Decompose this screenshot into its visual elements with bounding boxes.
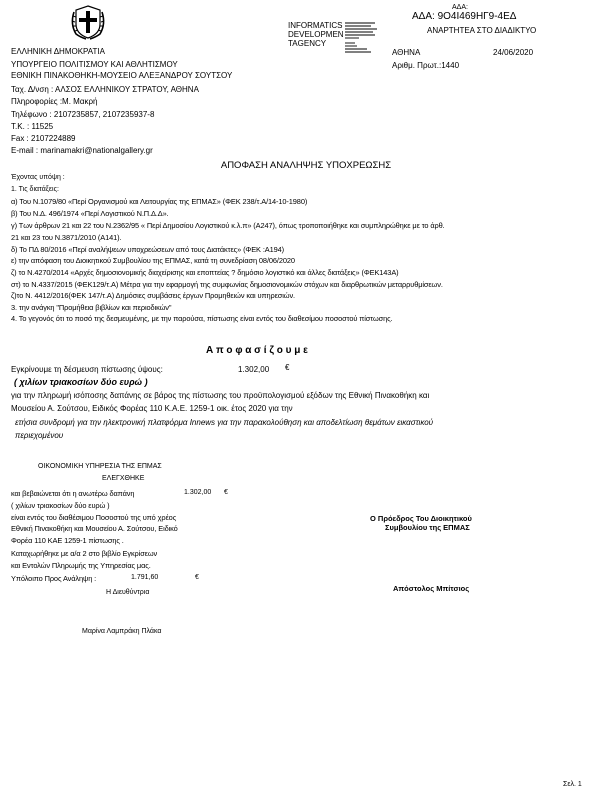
- sender-fax: Fax : 2107224889: [11, 134, 76, 143]
- finance-words: ( χιλίων τριακοσίων δύο ευρώ ): [11, 501, 110, 510]
- director-name: Μαρίνα Λαμπράκη Πλάκα: [82, 628, 162, 635]
- consideration-3: 3. την ανάγκη "Προμήθεια βιβλίων και περιοδικών": [11, 303, 172, 312]
- consideration-d: δ) Το ΠΔ 80/2016 «Περί αναλήψεων υποχρεώσεων από τους Διατάκτες» (ΦΕΚ :Α194): [11, 245, 285, 254]
- purpose-detail-line-1: ετήσια συνδρομή για την ηλεκτρονική πλατφόρμα Innews για την παρακολούθηση και αποδελτίωση θεμάτων εικαστικού: [15, 418, 434, 427]
- board-title-line-2: Συμβουλίου της ΕΠΜΑΣ: [385, 523, 470, 532]
- director-title: Η Διευθύντρια: [106, 589, 150, 596]
- finance-line-3: Εθνική Πινακοθήκη και Μουσείου Α. Σούτσου, Ειδικό: [11, 524, 178, 533]
- sender-email: E-mail : marinamakri@nationalgallery.gr: [11, 146, 153, 155]
- consideration-e: ε) την απόφαση του Διοικητικού Συμβουλίου της ΕΠΜΑΣ, κατά τη συνεδρίαση 08/06/2020: [11, 256, 295, 265]
- board-president-name: Απόστολος Μπίτσιος: [393, 584, 470, 593]
- purpose-line-2: Μουσείου Α. Σούτσου, Ειδικός Φορέας 110 Κ.Α.Ε. 1259-1 οικ. έτος 2020 για την: [11, 404, 293, 413]
- amount-in-words: ( χιλίων τριακοσίων δύο ευρώ ): [14, 377, 148, 387]
- decision-heading: Α π ο φ α σ ί ζ ο υ μ ε: [206, 345, 308, 356]
- considerations-intro: Έχοντας υπόψη :: [11, 174, 65, 181]
- purpose-line-1: για την πληρωμή ισόποσης δαπάνης σε βάρος της πίστωσης του προϋπολογισμού εξόδων της Εθνική Πινακοθήκη και: [11, 391, 430, 400]
- finance-amount: 1.302,00: [184, 489, 212, 496]
- finance-line-6: και Εντολών Πληρωμής της Υπηρεσίας μας.: [11, 561, 151, 570]
- board-title-line-1: Ο Πρόεδρος Του Διοικητικού: [370, 514, 472, 523]
- finance-line-5: Καταχωρήθηκε με α/α 2 στο βιβλίο Εγκρίσεων: [11, 549, 158, 558]
- greek-coat-of-arms-icon: [68, 4, 108, 40]
- consideration-c-line2: 21 και 23 του Ν.3871/2010 (Α141).: [11, 233, 122, 242]
- balance-currency: €: [195, 574, 199, 581]
- protocol-number: Αριθμ. Πρωτ.:1440: [392, 61, 460, 70]
- sender-phone: Τηλέφωνο : 2107235857, 2107235937-8: [11, 110, 155, 119]
- document-date: 24/06/2020: [493, 48, 534, 57]
- consideration-a: α) Του Ν.1079/80 «Περί Οργανισμού και Λειτουργίας της ΕΠΜΑΣ» (ΦΕΚ 238/τ.Α/14-10-1980): [11, 197, 308, 206]
- approved-amount: 1.302,00: [238, 365, 270, 374]
- ida-logo-text: INFORMATICS DEVELOPMEN TAGENCY: [288, 21, 344, 48]
- page-number: Σελ. 1: [563, 781, 582, 788]
- sender-info: Πληροφορίες :Μ. Μακρή: [11, 97, 98, 106]
- finance-line-2: είναι εντός του διαθέσιμου Ποσοστού της υπό χρέος: [11, 513, 177, 522]
- signature-stamp-icon: [345, 21, 379, 57]
- consideration-z: ζ) το Ν.4270/2014 «Αρχές δημοσιονομικής διαχείρισης και εποπτείας ? δημόσιο λογιστικό και άλλες διατάξεις» (ΦΕΚ143Α): [11, 268, 399, 277]
- consideration-b: β) Του Ν.Δ. 496/1974 «Περί Λογιστικού Ν.Π.Δ.Δ».: [11, 209, 169, 218]
- sender-line-2: ΥΠΟΥΡΓΕΙΟ ΠΟΛΙΤΙΣΜΟΥ ΚΑΙ ΑΘΛΗΤΙΣΜΟΥ: [11, 60, 178, 69]
- finance-currency: €: [224, 489, 228, 496]
- finance-line-4: Φορέα 110 ΚΑΕ 1259-1 πίστωσης .: [11, 536, 124, 545]
- approve-label: Εγκρίνουμε τη δέσμευση πίστωσης ύψους:: [11, 365, 163, 374]
- balance-amount: 1.791,60: [131, 574, 159, 581]
- sender-line-1: ΕΛΛΗΝΙΚΗ ΔΗΜΟΚΡΑΤΙΑ: [11, 47, 105, 56]
- approved-currency: €: [285, 363, 290, 372]
- sender-address: Ταχ. Δ/νση : ΑΛΣΟΣ ΕΛΛΗΝΙΚΟΥ ΣΤΡΑΤΟΥ, ΑΘΗΝΑ: [11, 85, 199, 94]
- balance-label: Υπόλοιπο Προς Ανάληψη :: [11, 574, 97, 583]
- city: ΑΘΗΝΑ: [392, 48, 421, 57]
- sender-postcode: Τ.Κ. : 11525: [11, 122, 54, 131]
- sender-line-3: ΕΘΝΙΚΗ ΠΙΝΑΚΟΘΗΚΗ-ΜΟΥΣΕΙΟ ΑΛΕΞΑΝΔΡΟΥ ΣΟΥΤΣΟΥ: [11, 71, 233, 80]
- consideration-1: 1. Τις διατάξεις:: [11, 186, 59, 193]
- finance-line-1: και βεβαιώνεται ότι η ανωτέρω δαπάνη: [11, 489, 135, 498]
- document-title: ΑΠΟΦΑΣΗ ΑΝΑΛΗΨΗΣ ΥΠΟΧΡΕΩΣΗΣ: [220, 160, 392, 171]
- finance-title: ΟΙΚΟΝΟΜΙΚΗ ΥΠΗΡΕΣΙΑ ΤΗΣ ΕΠΜΑΣ: [38, 463, 162, 470]
- consideration-c-line1: γ) Των άρθρων 21 και 22 του Ν.2362/95 « Περί Δημοσίου Λογιστικού κ.λ.π» (Α247), όπως τροποποιήθηκε και συμπληρώθηκε με το άρθ.: [11, 221, 445, 230]
- posting-note: ΑΝΑΡΤΗΤΕΑ ΣΤΟ ΔΙΑΔΙΚΤΥΟ: [427, 26, 537, 35]
- purpose-detail-line-2: περιεχομένου: [15, 431, 64, 440]
- ada-small-label: ΑΔΑ:: [452, 4, 468, 11]
- finance-checked: ΕΛΕΓΧΘΗΚΕ: [102, 475, 145, 482]
- consideration-st: στ) το Ν.4337/2015 (ΦΕΚ129/τ.Α) Μέτρα για την εφαρμογή της συμφωνίας δημοσιονομικών στόχων και διαρθρωτικών μεταρρυθμίσεων.: [11, 280, 443, 289]
- ada-code: ΑΔΑ: 9Ο4Ι469ΗΓ9-4ΕΔ: [412, 11, 517, 22]
- consideration-4: 4. Το γεγονός ότι το ποσό της δεσμευμένης, με την παρούσα, πίστωσης είναι εντός του διαθεσίμου ποσοστού πίστωσης.: [11, 314, 393, 323]
- consideration-zeta: ζ)το Ν. 4412/2016(ΦΕΚ 147/τ.Α) Δημόσιες συμβάσεις έργων Προμηθειών και υπηρεσιών.: [11, 291, 296, 300]
